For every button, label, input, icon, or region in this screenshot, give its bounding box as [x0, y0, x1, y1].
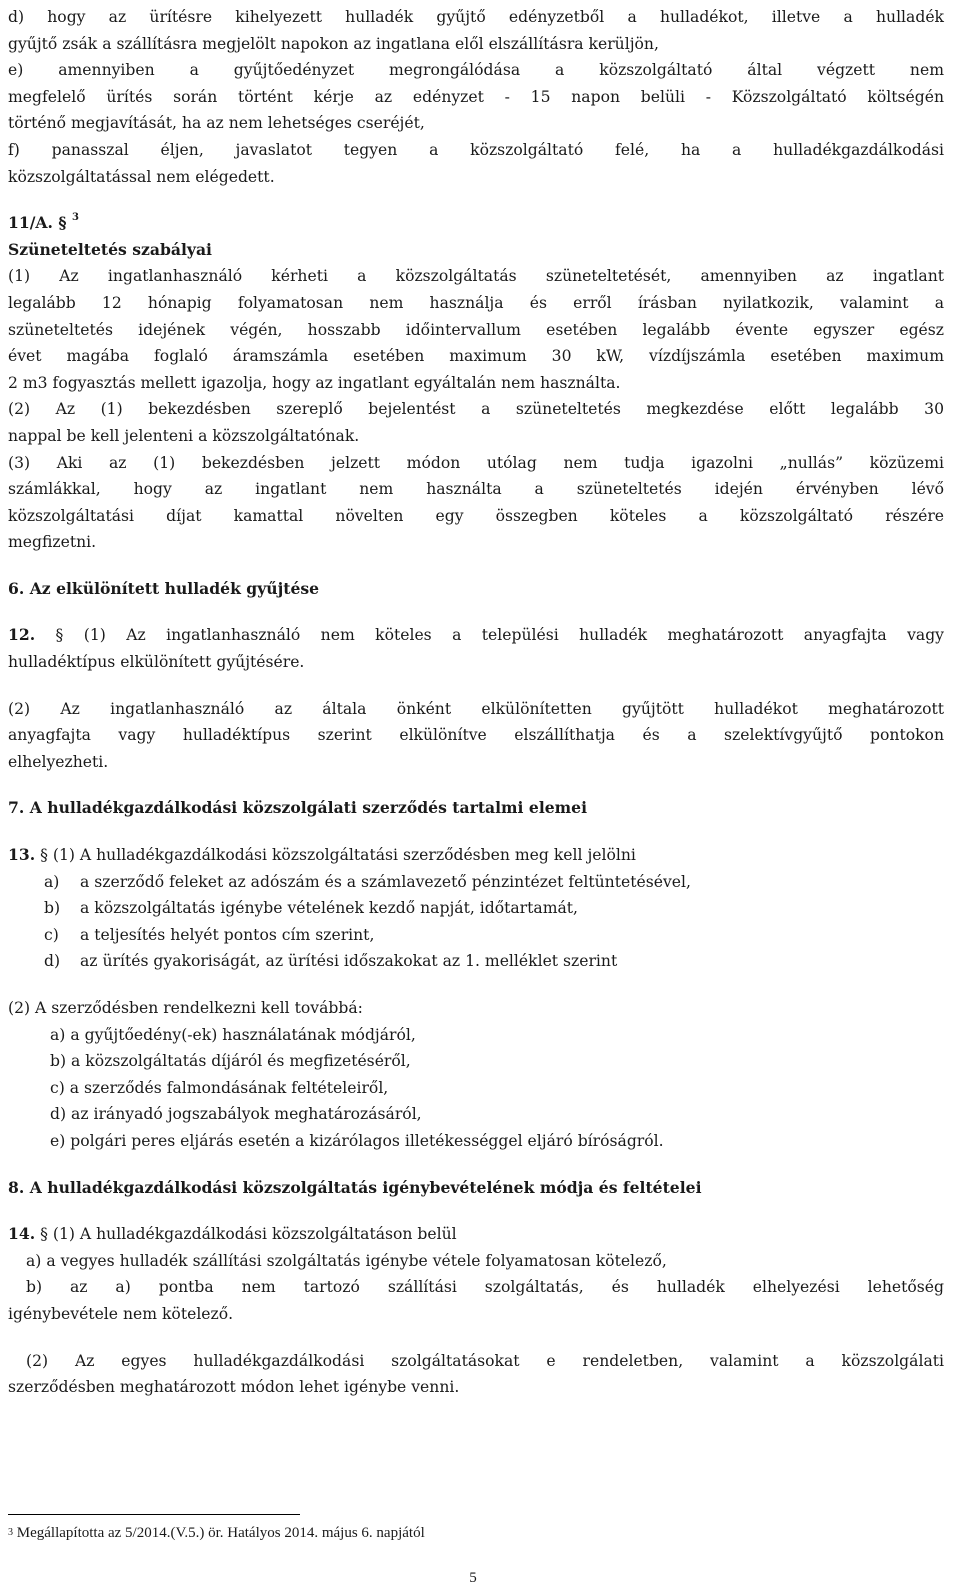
- chapter-8-heading: 8. A hulladékgazdálkodási közszolgáltatás igénybevételének módja és feltételei: [8, 1177, 702, 1197]
- paragraph-f-line2: közszolgáltatással nem elégedett.: [8, 167, 275, 186]
- section-symbol-icon: §: [40, 846, 48, 865]
- section-number: 12.: [8, 625, 36, 645]
- section-11a-p2-line: (2) Az (1) bekezdésben szereplő bejelentést a szüneteltetés megkezdése előtt legalább 30: [8, 400, 944, 419]
- paragraph-d-line2: gyűjtő zsák a szállításra megjelölt napokon az ingatlana elől elszállításra kerüljön,: [8, 34, 659, 53]
- list-item: a) a gyűjtőedény(-ek) használatának módjáról,: [50, 1025, 416, 1044]
- paragraph-e-line2: megfelelő ürítés során történt kérje az edényzet - 15 napon belüli - Közszolgáltató költségén: [8, 87, 944, 106]
- section-12-p1-line2: hulladéktípus elkülönített gyűjtésére.: [8, 653, 305, 672]
- paragraph-e-line1: e) amennyiben a gyűjtőedényzet megrongálódása a közszolgáltató által végzett nem: [8, 61, 944, 80]
- section-13-p1: 13. § (1) A hulladékgazdálkodási közszolgáltatási szerződésben meg kell jelölni: [8, 845, 636, 865]
- footnote-ref[interactable]: 3: [71, 212, 79, 224]
- section-11a-p1-line: 2 m3 fogyasztás mellett igazolja, hogy az ingatlant egyáltalán nem használta.: [8, 373, 621, 392]
- document-page: [8, 4, 944, 1401]
- paragraph-f-line1: f) panasszal éljen, javaslatot tegyen a közszolgáltató felé, ha a hulladékgazdálkodási: [8, 140, 944, 159]
- list-item: a) a szerződő feleket az adószám és a számlavezető pénzintézet feltüntetésével,: [44, 872, 691, 891]
- list-item: a) a vegyes hulladék szállítási szolgáltatás igénybe vétele folyamatosan kötelező,: [26, 1251, 667, 1270]
- section-11a-p3-line: (3) Aki az (1) bekezdésben jelzett módon utólag nem tudja igazolni „nullás” közüzemi: [8, 453, 944, 472]
- chapter-6-heading: 6. Az elkülönített hulladék gyűjtése: [8, 578, 320, 598]
- section-11a-p1-line: évet magába foglaló áramszámla esetében maximum 30 kW, vízdíjszámla esetében maximum: [8, 347, 944, 366]
- section-11a-p3-line: megfizetni.: [8, 533, 97, 552]
- section-12-p1-line1: 12. § (1) Az ingatlanhasználó nem köteles a települési hulladék meghatározott anyagfajta vagy: [8, 625, 944, 645]
- list-item: d) az ürítés gyakoriságát, az ürítési időszakokat az 1. melléklet szerint: [44, 952, 618, 971]
- list-item: b) a közszolgáltatás díjáról és megfizetéséről,: [50, 1052, 411, 1071]
- list-item: c) a szerződés falmondásának feltételeiről,: [50, 1078, 389, 1097]
- section-12-p2-line: anyagfajta vagy hulladéktípus szerint elkülönítve elszállíthatja és a szelektívgyűjtő pontokon: [8, 726, 944, 745]
- section-11a-p1-line: szüneteltetés idejének végén, hosszabb időintervallum esetében legalább évente egyszer egész: [8, 320, 944, 339]
- section-11a-p3-line: közszolgáltatási díjat kamattal növelten egy összegben köteles a közszolgáltató részére: [8, 506, 944, 525]
- section-number: 13.: [8, 845, 36, 865]
- section-11a-title: Szüneteltetés szabályai: [8, 239, 212, 259]
- section-11a-p1-line: legalább 12 hónapig folyamatosan nem használja és erről írásban nyilatkozik, valamint a: [8, 293, 944, 312]
- section-number: 11/A.: [8, 213, 59, 233]
- section-11a-p2-line: nappal be kell jelenteni a közszolgáltatónak.: [8, 426, 360, 445]
- footnote-divider: [8, 1514, 300, 1515]
- section-11a-p1-line: (1) Az ingatlanhasználó kérheti a közszolgáltatás szüneteltetését, amennyiben az ingatlant: [8, 267, 944, 286]
- section-symbol-icon: §: [40, 1225, 48, 1244]
- section-symbol-icon: §: [58, 213, 67, 233]
- section-12-p2-line: (2) Az ingatlanhasználó az általa önként elkülönítetten gyűjtött hulladékot meghatározott: [8, 699, 944, 718]
- chapter-7-heading: 7. A hulladékgazdálkodási közszolgálati szerződés tartalmi elemei: [8, 798, 588, 818]
- list-item: b) az a) pontba nem tartozó szállítási szolgáltatás, és hulladék elhelyezési lehetőség: [26, 1278, 944, 1297]
- section-number: 14.: [8, 1224, 36, 1244]
- list-item: d) az irányadó jogszabályok meghatározásáról,: [50, 1105, 422, 1124]
- section-11a-p3-line: számlákkal, hogy az ingatlant nem használta a szüneteltetés idején érvényben lévő: [8, 480, 944, 499]
- section-11a-heading: [8, 210, 944, 237]
- list-item: b) a közszolgáltatás igénybe vételének kezdő napját, időtartamát,: [44, 899, 578, 918]
- list-item: e) polgári peres eljárás esetén a kizárólagos illetékességgel eljáró bíróságról.: [50, 1131, 664, 1150]
- section-13-p2: (2) A szerződésben rendelkezni kell továbbá:: [8, 999, 363, 1017]
- paragraph-d-line1: d) hogy az ürítésre kihelyezett hulladék gyűjtő edényzetből a hulladékot, illetve a hulladék: [8, 8, 944, 26]
- paragraph-e-line3: történő megjavítását, ha az nem lehetséges cseréjét,: [8, 114, 425, 133]
- section-14-p2-line1: (2) Az egyes hulladékgazdálkodási szolgáltatásokat e rendeletben, valamint a közszolgálati: [26, 1351, 944, 1370]
- section-14-p1: 14. § (1) A hulladékgazdálkodási közszolgáltatáson belül: [8, 1224, 457, 1244]
- page-number: 5: [469, 1570, 477, 1586]
- list-item: c) a teljesítés helyét pontos cím szerint,: [44, 925, 375, 944]
- section-14-p2-line2: szerződésben meghatározott módon lehet igénybe venni.: [8, 1378, 460, 1397]
- section-symbol-icon: §: [55, 626, 64, 645]
- list-item-continuation: igénybevétele nem kötelező.: [8, 1304, 234, 1323]
- footnote: $^3$ Megállapította az 5/2014.(V.5.) ör. Hatályos 2014. május 6. napjától: [8, 1525, 425, 1541]
- section-12-p2-line: elhelyezheti.: [8, 752, 109, 771]
